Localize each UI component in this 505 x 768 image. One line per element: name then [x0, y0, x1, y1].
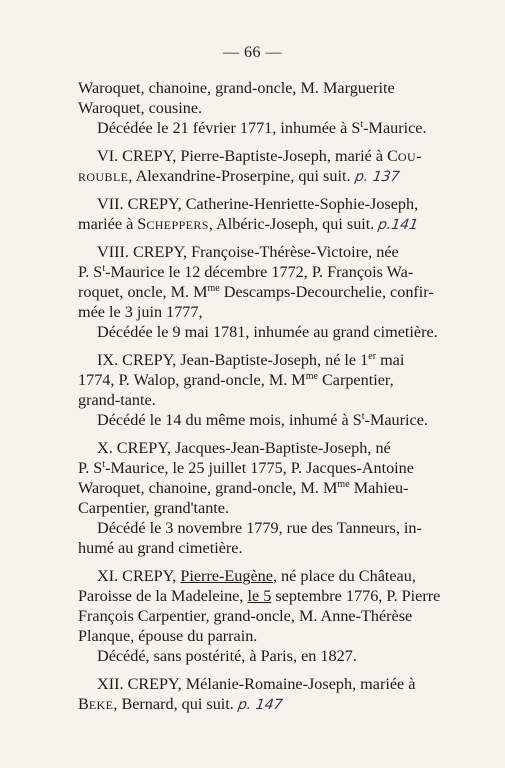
text-segment: -Maurice le 12 décembre 1772, P. François Wa-	[105, 263, 414, 281]
text-segment: , Albéric-Joseph, qui suit.	[208, 215, 379, 233]
text-segment: , né place du Château,	[272, 567, 416, 585]
text-segment: Décédé le 3 novembre 1779, rue des Tanneurs, in-	[97, 519, 422, 537]
handwritten-page-note: p.141	[377, 217, 420, 233]
text-line	[78, 646, 460, 666]
text-segment: Descamps-Decourchelie, confir-	[219, 283, 434, 301]
text-segment: septembre 1776, P. Pierre	[271, 587, 441, 605]
text-line	[78, 350, 460, 370]
text-segment: me	[337, 479, 350, 490]
text-segment: Carpentier, grand'tante.	[78, 499, 230, 517]
text-segment: Décédée le 21 février 1771, inhumée à S	[97, 119, 361, 137]
text-line	[78, 566, 460, 586]
text-line	[78, 458, 460, 478]
text-line	[78, 606, 460, 626]
text-segment: me	[207, 283, 220, 294]
text-line	[78, 586, 460, 606]
text-segment: VII. CREPY, Catherine-Henriette-Sophie-Joseph,	[97, 195, 419, 213]
text-segment: roquet, oncle, M. M	[78, 283, 208, 301]
text-line	[78, 78, 460, 98]
text-segment: Mahieu-	[349, 479, 409, 497]
text-segment: t	[102, 459, 106, 470]
text-segment: CHEPPERS	[146, 218, 209, 232]
text-segment: P. S	[78, 459, 103, 477]
text-line	[78, 410, 460, 430]
text-line	[78, 538, 460, 558]
text-line	[78, 262, 460, 282]
text-segment: VIII. CREPY, Françoise-Thérèse-Victoire, née	[97, 243, 399, 261]
text-segment: François Carpentier, grand-oncle, M. Anne-Thérèse	[78, 607, 413, 625]
text-line	[78, 626, 460, 646]
text-segment: -Maurice.	[364, 411, 428, 429]
text-segment: Décédé le 14 du même mois, inhumé à S	[97, 411, 362, 429]
text-segment: -	[416, 147, 422, 165]
text-segment: Carpentier,	[317, 371, 394, 389]
page-number: — 66 —	[223, 44, 282, 61]
text-line	[78, 282, 460, 302]
text-line	[78, 194, 460, 214]
text-segment: Waroquet, chanoine, grand-oncle, M. Marguerite	[78, 79, 395, 97]
text-segment: 1774, P. Walop, grand-oncle, M. M	[78, 371, 306, 389]
text-line	[78, 370, 460, 390]
text-segment: , Alexandrine-Proserpine, qui suit.	[128, 167, 355, 185]
body-text	[78, 78, 460, 714]
text-segment: humé au grand cimetière.	[78, 539, 243, 557]
handwritten-page-note: p. 137	[353, 169, 401, 185]
text-segment: Waroquet, chanoine, grand-oncle, M. M	[78, 479, 338, 497]
text-line	[78, 166, 460, 186]
handwritten-page-note: p. 147	[236, 697, 284, 713]
text-segment: , Bernard, qui suit.	[113, 695, 238, 713]
text-segment: Waroquet, cousine.	[78, 99, 203, 117]
text-segment: EKE	[88, 698, 114, 712]
text-segment: mariée à S	[78, 215, 147, 233]
text-line	[78, 438, 460, 458]
text-segment: me	[305, 371, 318, 382]
text-line	[78, 146, 460, 166]
text-segment: XII. CREPY, Mélanie-Romaine-Joseph, mariée à	[97, 675, 416, 693]
text-segment: XI. CREPY,	[97, 567, 181, 585]
text-segment: t	[102, 263, 106, 274]
text-segment: Pierre-Eugène	[180, 567, 273, 585]
text-segment: OU	[397, 150, 417, 164]
text-line	[78, 518, 460, 538]
text-segment: mai	[376, 351, 405, 369]
text-segment: -Maurice, le 25 juillet 1775, P. Jacques-Antoine	[105, 459, 414, 477]
text-line	[78, 302, 460, 322]
text-segment: t	[360, 119, 364, 130]
text-segment: Planque, épouse du parrain.	[78, 627, 258, 645]
text-segment: P. S	[78, 263, 103, 281]
text-segment: Décédé, sans postérité, à Paris, en 1827.	[97, 647, 357, 665]
text-segment: grand-tante.	[78, 391, 156, 409]
text-segment: IX. CREPY, Jean-Baptiste-Joseph, né le 1	[97, 351, 369, 369]
text-segment: VI. CREPY, Pierre-Baptiste-Joseph, marié à C	[97, 147, 398, 165]
text-line	[78, 674, 460, 694]
text-segment: ROUBLE	[78, 170, 129, 184]
text-line	[78, 694, 460, 714]
text-line	[78, 322, 460, 342]
text-segment: Paroisse de la Madeleine,	[78, 587, 248, 605]
text-segment: le 5	[247, 587, 272, 605]
text-line	[78, 242, 460, 262]
text-segment: -Maurice.	[363, 119, 427, 137]
text-segment: er	[368, 351, 377, 362]
text-segment: Décédée le 9 mai 1781, inhumée au grand cimetière.	[97, 323, 438, 341]
text-line	[78, 98, 460, 118]
text-line	[78, 390, 460, 410]
text-line	[78, 478, 460, 498]
text-line	[78, 214, 460, 234]
text-line	[78, 498, 460, 518]
text-segment: B	[78, 695, 89, 713]
text-segment: X. CREPY, Jacques-Jean-Baptiste-Joseph, né	[97, 439, 391, 457]
text-segment: t	[361, 411, 365, 422]
text-segment: mée le 3 juin 1777,	[78, 303, 203, 321]
text-line	[78, 118, 460, 138]
